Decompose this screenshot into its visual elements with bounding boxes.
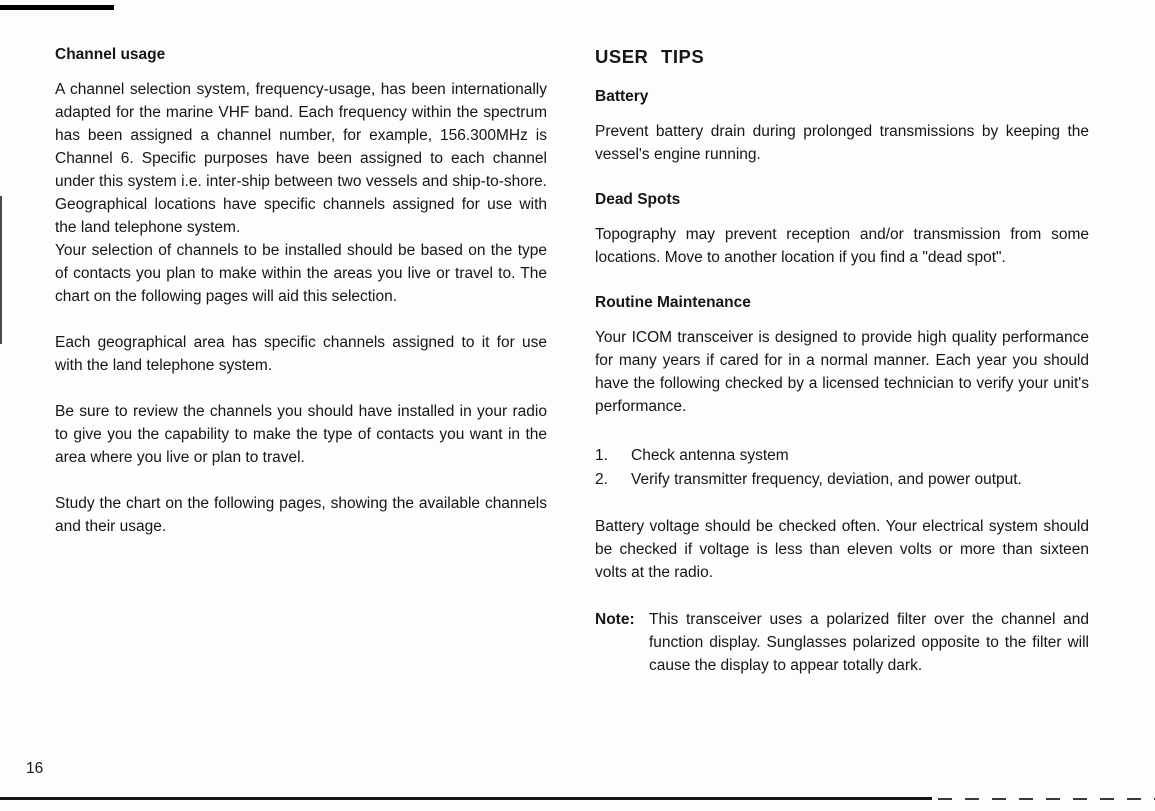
paragraph-battery: Prevent battery drain during prolonged transmissions by keeping the vessel's engine running. (595, 123, 1089, 163)
list-item-text: Check antenna system (631, 447, 789, 464)
paragraph-routine-maintenance: Your ICOM transceiver is designed to provide high quality performance for many years if cared for in a normal manner. Each year you should have the following checked by a licensed technician to verify your unit's performance. (595, 329, 1089, 415)
left-column (55, 46, 547, 677)
paragraph-dead-spots: Topography may prevent reception and/or transmission from some locations. Move to another location if you find a "dead spot". (595, 226, 1089, 266)
list-item (595, 444, 1089, 468)
note-block (595, 608, 1089, 677)
paragraph-channel-selection: Your selection of channels to be installed should be based on the type of contacts you plan to make within the areas you live or travel to. The chart on the following pages will aid this selection. (55, 242, 547, 305)
scan-mark-left-edge (0, 196, 2, 344)
paragraph-channel-system: A channel selection system, frequency-usage, has been internationally adapted for the marine VHF band. Each frequency within the spectrum has been assigned a channel number, for example, 156.300MHz is Channel 6. Specific purposes have been assigned to each channel under this system i.e. inter-ship between two vessels and ship-to-shore. Geographical locations have specific channels assigned for use with the land telephone system. (55, 81, 547, 236)
list-item-number: 2. (595, 471, 608, 488)
heading-user-tips: USER TIPS (595, 46, 705, 67)
paragraph-study-chart: Study the chart on the following pages, showing the available channels and their usage. (55, 495, 547, 535)
note-label: Note: (595, 611, 635, 628)
scan-mark-bottom-dashes (938, 798, 1155, 800)
paragraph-battery-voltage: Battery voltage should be checked often. Your electrical system should be checked if voltage is less than eleven volts or more than sixteen volts at the radio. (595, 518, 1089, 581)
list-item-number: 1. (595, 447, 608, 464)
scan-mark-bottom-bar (0, 797, 932, 800)
maintenance-checklist (595, 444, 1089, 492)
right-column (595, 46, 1089, 677)
paragraph-geographical-area: Each geographical area has specific channels assigned to it for use with the land telephone system. (55, 334, 547, 374)
paragraph-review-channels: Be sure to review the channels you should have installed in your radio to give you the capability to make the type of contacts you want in the area where you live or plan to travel. (55, 403, 547, 466)
page-number: 16 (26, 760, 44, 777)
note-text: This transceiver uses a polarized filter over the channel and function display. Sunglasses polarized opposite to the filter will cause the display to appear totally dark. (649, 611, 1089, 674)
scan-mark-top-bar (0, 5, 114, 10)
heading-channel-usage: Channel usage (55, 46, 166, 63)
subheading-battery: Battery (595, 88, 649, 105)
subheading-routine-maintenance: Routine Maintenance (595, 294, 751, 311)
subheading-dead-spots: Dead Spots (595, 191, 681, 208)
list-item-text: Verify transmitter frequency, deviation, and power output. (631, 471, 1022, 488)
list-item (595, 468, 1089, 492)
